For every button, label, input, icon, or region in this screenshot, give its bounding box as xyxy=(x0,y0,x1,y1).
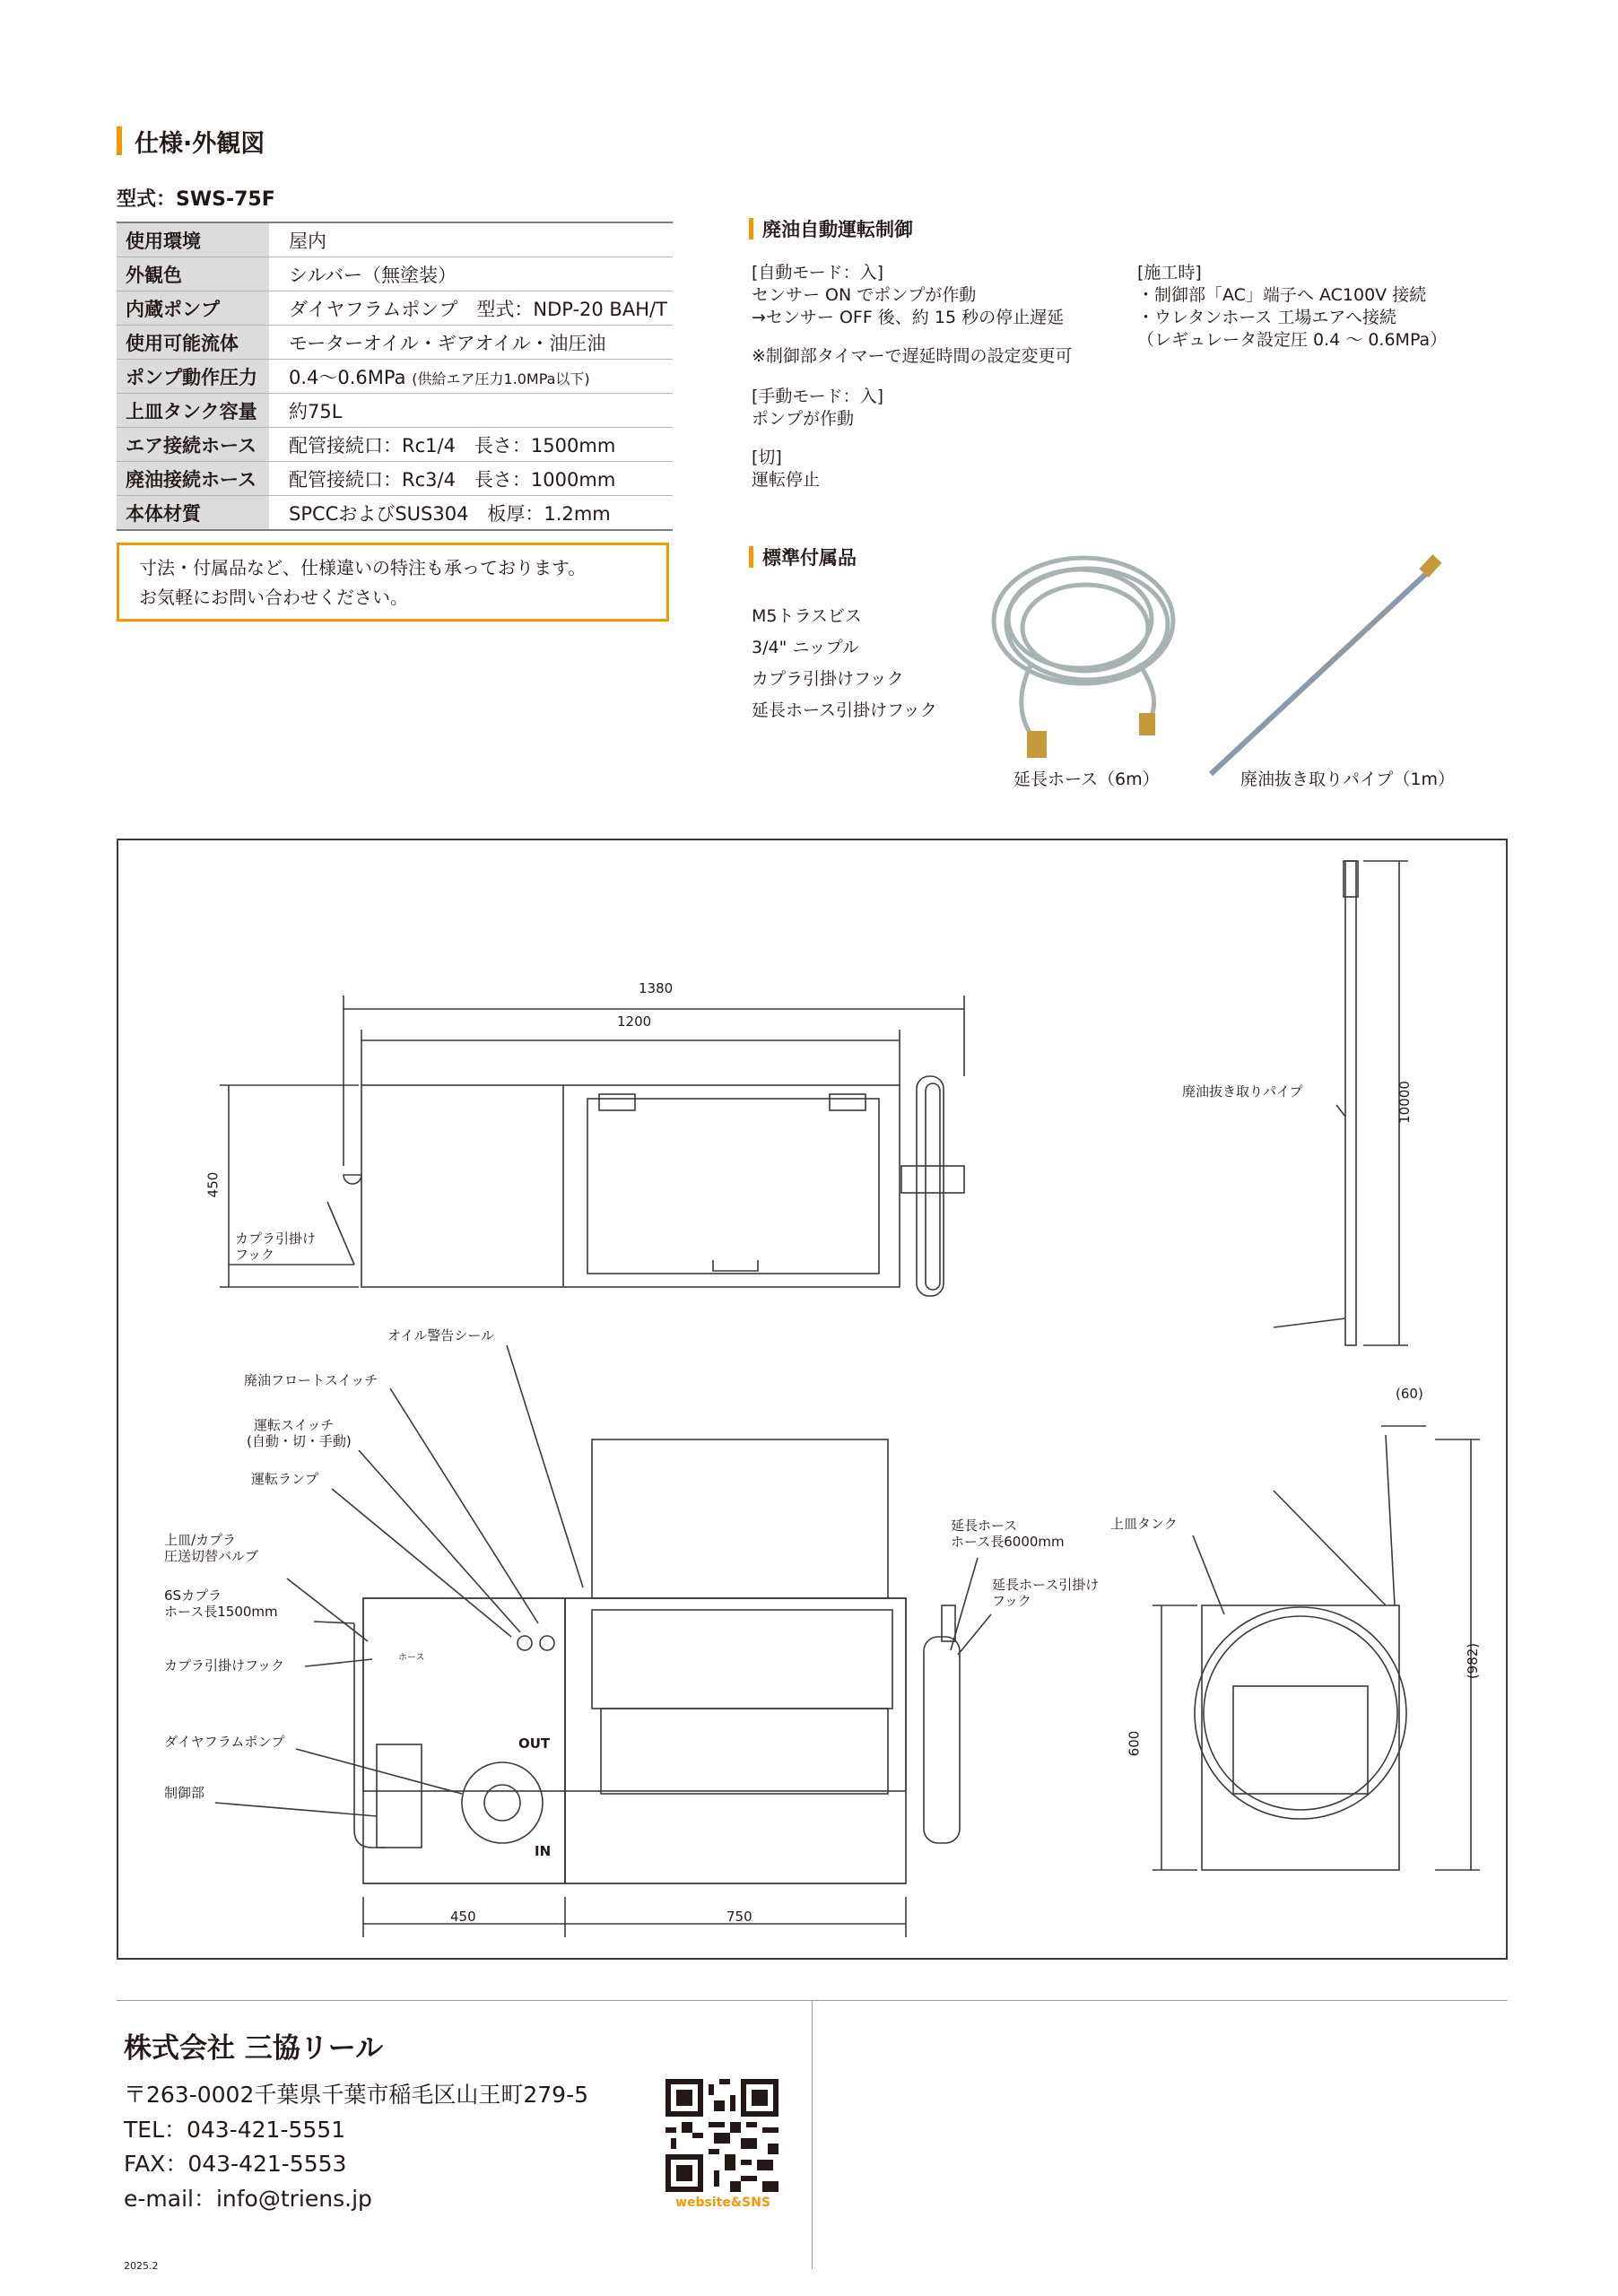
spec-key: 上皿タンク容量 xyxy=(117,394,269,428)
label-in: IN xyxy=(535,1843,552,1859)
label-line: フック xyxy=(992,1593,1031,1609)
label-line: 延長ホース xyxy=(951,1518,1018,1534)
qr-caption: website&SNS xyxy=(675,2196,770,2210)
label-out: OUT xyxy=(518,1735,551,1752)
email-text[interactable]: e-mail：info@triens.jp xyxy=(124,2186,372,2212)
manual-mode-label: [手動モード：入] xyxy=(752,387,884,406)
label-line: ホース長6000mm xyxy=(951,1534,1065,1550)
accessory-item: 3/4" ニップル xyxy=(752,638,859,657)
label-run-switch xyxy=(247,1417,352,1449)
spec-value: ダイヤフラムポンプ 型式：NDP-20 BAH/T xyxy=(269,291,673,326)
auto-mode-label: [自動モード：入] xyxy=(752,263,884,283)
dim-1200: 1200 xyxy=(617,1013,652,1030)
auto-mode-line: センサー ON でポンプが作動 xyxy=(752,285,977,305)
edition-date: 2025.2 xyxy=(124,2260,159,2272)
spec-value: SPCCおよびSUS304 板厚：1.2mm xyxy=(269,496,673,531)
spec-value: シルバー（無塗装） xyxy=(269,257,673,291)
accessory-item: 延長ホース引掛けフック xyxy=(752,700,937,720)
spec-key: エア接続ホース xyxy=(117,428,269,462)
dim-450-vertical: 450 xyxy=(204,1171,222,1198)
spec-key: 本体材質 xyxy=(117,496,269,531)
spec-key: 使用環境 xyxy=(117,222,269,257)
label-line: 運転スイッチ xyxy=(254,1417,335,1433)
spec-key: 内蔵ポンプ xyxy=(117,291,269,326)
label-oil-seal: オイル警告シール xyxy=(387,1327,494,1344)
dim-60: (60) xyxy=(1396,1386,1423,1402)
spec-value: 配管接続口：Rc3/4 長さ：1000mm xyxy=(269,462,673,496)
label-line: (自動・切・手動) xyxy=(247,1433,352,1449)
spec-value-main: 0.4～0.6MPa xyxy=(289,366,406,388)
label-upper-tank: 上皿タンク xyxy=(1110,1516,1178,1532)
accessories-title: 標準付属品 xyxy=(762,547,857,569)
label-ext-hose xyxy=(951,1518,1065,1550)
label-hose-small: ホース xyxy=(398,1653,425,1663)
label-control: 制御部 xyxy=(164,1785,205,1801)
dim-1380: 1380 xyxy=(639,980,674,996)
dim-750: 750 xyxy=(726,1909,752,1925)
label-ext-hook xyxy=(992,1577,1099,1609)
note-line: 寸法・付属品など、仕様違いの特注も承っております。 xyxy=(139,557,587,578)
auto-control-title: 廃油自動運転制御 xyxy=(762,219,913,240)
label-line: 上皿/カプラ xyxy=(164,1532,237,1548)
manual-mode-line: ポンプが作動 xyxy=(752,409,855,429)
timer-note: ※制御部タイマーで遅延時間の設定変更可 xyxy=(752,346,1073,366)
dim-10000: 10000 xyxy=(1396,1081,1413,1124)
off-mode-line: 運転停止 xyxy=(752,470,821,490)
dim-450-horizontal: 450 xyxy=(450,1909,476,1925)
spec-key: 外観色 xyxy=(117,257,269,291)
section-title: 仕様·外観図 xyxy=(135,129,265,158)
auto-mode-line: →センサー OFF 後、約 15 秒の停止遅延 xyxy=(752,308,1065,327)
company-tel: TEL：043-421-5551 xyxy=(124,2117,346,2143)
spec-key: 廃油接続ホース xyxy=(117,462,269,496)
accessory-item: カプラ引掛けフック xyxy=(752,669,904,689)
spec-key: 使用可能流体 xyxy=(117,326,269,360)
install-line: （レギュレータ設定圧 0.4 ～ 0.6MPa） xyxy=(1137,330,1448,350)
company-fax: FAX：043-421-5553 xyxy=(124,2151,347,2177)
note-line: お気軽にお問い合わせください。 xyxy=(139,587,408,608)
company-email[interactable] xyxy=(124,2181,372,2213)
dim-982: (982) xyxy=(1465,1642,1482,1680)
label-diaphragm-pump: ダイヤフラムポンプ xyxy=(164,1734,285,1750)
label-run-lamp: 運転ランプ xyxy=(251,1471,319,1487)
label-float-switch: 廃油フロートスイッチ xyxy=(244,1372,378,1388)
off-mode-label: [切] xyxy=(752,448,782,467)
pipe-caption: 廃油抜き取りパイプ（1m） xyxy=(1240,770,1456,789)
company-address: 〒263-0002千葉県千葉市稲毛区山王町279-5 xyxy=(124,2082,589,2108)
label-line: ホース長1500mm xyxy=(164,1604,278,1620)
label-6s-coupler xyxy=(164,1587,278,1620)
label-line: カプラ引掛け xyxy=(235,1231,317,1247)
accessory-item: M5トラスビス xyxy=(752,606,862,626)
company-name: 株式会社 三協リール xyxy=(124,2032,384,2065)
label-coupler-hook-top xyxy=(235,1231,316,1263)
spec-value: モーターオイル・ギアオイル・油圧油 xyxy=(269,326,673,360)
label-line: フック xyxy=(235,1247,274,1263)
dim-600: 600 xyxy=(1126,1730,1143,1757)
label-line: 延長ホース引掛け xyxy=(992,1577,1100,1593)
label-pipe: 廃油抜き取りパイプ xyxy=(1182,1083,1303,1100)
label-line: 圧送切替バルブ xyxy=(164,1548,259,1564)
footer-divider-vertical xyxy=(812,2000,813,2269)
hose-caption: 延長ホース（6m） xyxy=(1013,770,1160,789)
spec-key: ポンプ動作圧力 xyxy=(117,360,269,394)
install-title: [施工時] xyxy=(1137,263,1202,283)
install-line: ・ウレタンホース 工場エアへ接続 xyxy=(1137,308,1396,327)
spec-value: 約75L xyxy=(269,394,673,428)
model-label: 型式：SWS-75F xyxy=(117,188,275,211)
label-line: 6Sカプラ xyxy=(164,1587,222,1604)
spec-value-sub: (供給エア圧力1.0MPa以下) xyxy=(412,370,590,387)
spec-value: 配管接続口：Rc1/4 長さ：1500mm xyxy=(269,428,673,462)
spec-value: 屋内 xyxy=(269,222,673,257)
qr-code[interactable] xyxy=(665,2079,779,2192)
label-valve xyxy=(164,1532,258,1564)
label-coupler-hook: カプラ引掛けフック xyxy=(164,1657,284,1674)
install-line: ・制御部「AC」端子へ AC100V 接続 xyxy=(1137,285,1427,305)
